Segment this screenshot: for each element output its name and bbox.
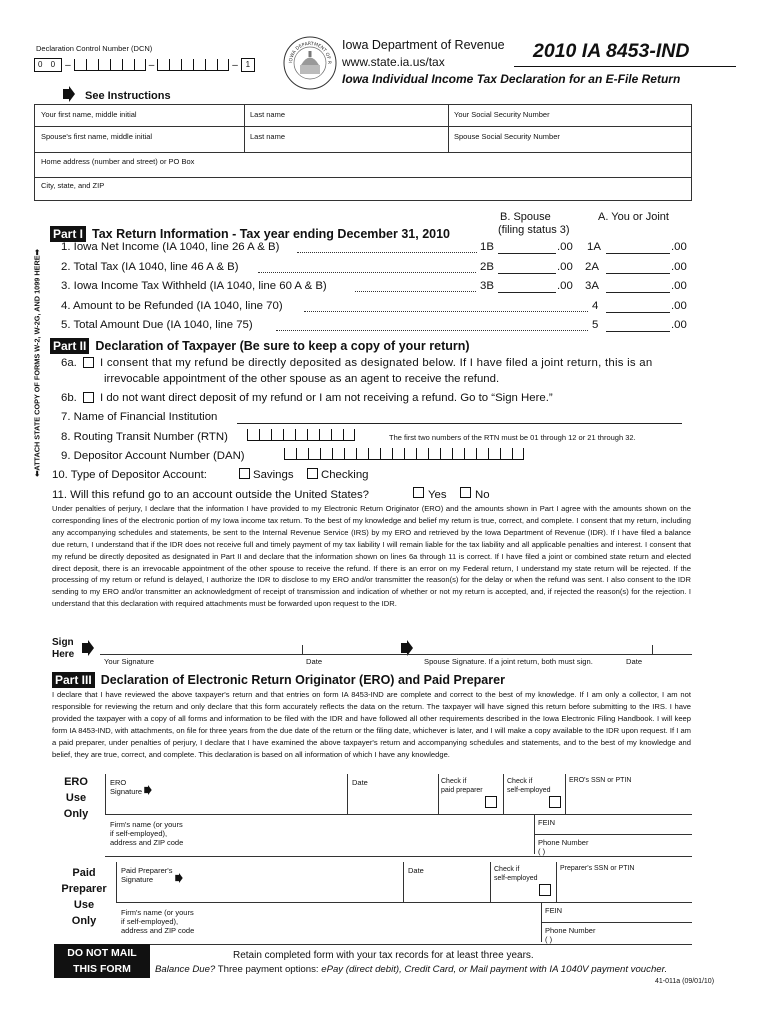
dcn-suffix: 1 <box>241 58 255 72</box>
line-2b-num: 2B <box>480 261 494 273</box>
balance-due-notice: Balance Due? Three payment options: ePay (direct debit), Credit Card, or Mail payment with IA 1040V payment voucher. <box>155 964 668 975</box>
line-1a-cents: .00 <box>671 241 687 253</box>
ero-paid-check-label: Check if paid preparer <box>441 778 483 794</box>
line-4-input[interactable] <box>606 301 670 313</box>
line-6b-checkbox[interactable] <box>83 392 94 403</box>
rtn-note: The first two numbers of the RTN must be 01 through 12 or 21 through 32. <box>389 433 636 442</box>
dan-input[interactable] <box>284 448 524 460</box>
line-1a-input[interactable] <box>606 242 670 254</box>
line-3a-cents: .00 <box>671 280 687 292</box>
agency-name: Iowa Department of Revenue <box>342 38 505 52</box>
website-link[interactable]: www.state.ia.us/tax <box>342 55 445 69</box>
line-5-num: 5 <box>592 319 599 331</box>
line-5-cents: .00 <box>671 319 687 331</box>
line-1b-input[interactable] <box>498 242 556 254</box>
title-rule <box>514 66 736 67</box>
last-name-field[interactable]: Last name <box>250 110 286 119</box>
line-3b-num: 3B <box>480 280 494 292</box>
savings-checkbox[interactable] <box>239 468 250 479</box>
retain-notice: Retain completed form with your tax records for at least three years. <box>233 950 534 961</box>
spouse-date-label: Date <box>626 657 643 666</box>
preparer-fein-field[interactable]: FEIN <box>545 906 563 915</box>
line-8-label: 8. Routing Transit Number (RTN) <box>61 431 228 443</box>
line-3b-cents: .00 <box>557 280 573 292</box>
col-b-header: B. Spouse <box>500 211 551 223</box>
line-6a-text-cont: irrevocable appointment of the other spouse as an agent to receive the refund. <box>104 373 500 385</box>
ero-self-employed-checkbox[interactable] <box>549 796 561 808</box>
part1-label: Part I <box>50 226 86 242</box>
ero-firm-field[interactable]: Firm's name (or yours if self-employed), address and ZIP code <box>110 820 184 847</box>
perjury-statement: Under penalties of perjury, I declare that the information I have provided to my Electronic Return Originator (ERO) and the amounts shown in Part I agree with the amounts shown on the corresponding lines of the electronic portion of my Iowa income tax return. To the best of my knowledge and belief my return is true, correct, and complete. I consent that my return, including any accompanying schedules and statements, be sent to the Internal Revenue Service (IRS) by my ERO and retrieved by the Iowa Department of Revenue (IDR). If I have filed a balance due return, I understand that if the IDR does not receive full and timely payment of my tax liability I will remain liable for the tax liability and all applicable penalties and interest. I consent that my refund be directly deposited as designated in Part II and declare that the information shown on lines 6a through 11 is correct. If I have filed a joint or combined state return and elected direct deposit, there is an irrevocable appointment of the other spouse to receive the refund. If there is an error on my Federal return, I understand my state return will be rejected. If the processing of my return or refund is delayed, I authorize the IDR to disclose to my ERO and/or transmitter the reason(s) for the delay or when the refund was sent. I also consent to the IDR sending to my ERO and/or transmitter an acknowledgment of receipt of transmission and indication of whether or not my return is accepted, and, if rejected the reason(s) for the rejection. I understand that this declaration with required attachments must be forwarded upon request to the IDR. <box>52 504 691 609</box>
checking-label: Checking <box>321 469 369 481</box>
ero-declaration: I declare that I have reviewed the above taxpayer's return and that entries on form IA 8453-IND are complete and correct to the best of my knowledge. If I am only a collector, I am not responsible for reviewing the return and only declare that this form accurately reflects the data on the return. The taxpayer will have signed this return before submitting to the IRS. I have provided the taxpayer with a copy of all forms and information to be filed with the IDR and have followed all other requirements described in the Iowa Electronic Filing Handbook. I will keep form IA 8453-IND, with attachments, on file for three years from the due date of the return or the filing date, whichever is later, and I will make a copy available to the IDR upon request. If I am a paid preparer, under penalties of perjury, I declare that I have examined the above taxpayer's return and accompanying schedules and statements, and to the best of my knowledge and belief, they are true, correct, and complete. This declaration is based on all information of which I have any knowledge. <box>52 690 691 759</box>
line-6a-num: 6a. <box>61 357 77 369</box>
spouse-signature-label: Spouse Signature. If a joint return, both must sign. <box>424 657 593 666</box>
ero-block <box>105 774 692 858</box>
line-10-label: 10. Type of Depositor Account: <box>52 469 207 481</box>
financial-institution-input[interactable] <box>237 412 682 424</box>
ero-arrow-icon <box>143 782 153 792</box>
your-date-label: Date <box>306 657 323 666</box>
your-signature-label: Your Signature <box>104 657 154 666</box>
spouse-first-name-field[interactable]: Spouse's first name, middle initial <box>41 132 153 141</box>
line-11-label: 11. Will this refund go to an account outside the United States? <box>52 489 370 501</box>
preparer-self-check-label: Check if self-employed <box>494 866 538 882</box>
spouse-last-name-field[interactable]: Last name <box>250 132 286 141</box>
part3-label: Part III <box>52 672 95 688</box>
do-not-mail-badge: DO NOT MAIL THIS FORM <box>54 944 150 978</box>
first-name-field[interactable]: Your first name, middle initial <box>41 110 137 119</box>
yes-checkbox[interactable] <box>413 487 424 498</box>
preparer-firm-field[interactable]: Firm's name (or yours if self-employed), address and ZIP code <box>121 908 195 935</box>
taxpayer-info-grid <box>34 104 692 201</box>
see-instructions: See Instructions <box>85 90 171 102</box>
sign-here-label: Sign Here <box>52 637 75 660</box>
sign-arrow-icon <box>81 640 95 656</box>
ero-date-field[interactable]: Date <box>352 778 368 787</box>
line-4-cents: .00 <box>671 300 687 312</box>
paid-preparer-use-only-label: Paid Preparer Use Only <box>61 867 107 927</box>
no-label: No <box>475 489 490 501</box>
preparer-ssn-field[interactable]: Preparer's SSN or PTIN <box>560 865 635 872</box>
line-6b-num: 6b. <box>61 392 77 404</box>
line-5-label: 5. Total Amount Due (IA 1040, line 75) <box>61 319 253 331</box>
part2-heading <box>50 338 470 354</box>
spouse-ssn-field[interactable]: Spouse Social Security Number <box>454 132 560 141</box>
form-title: 2010 IA 8453-IND <box>533 40 690 62</box>
preparer-phone-field[interactable]: Phone Number ( ) <box>545 926 596 944</box>
preparer-date-field[interactable]: Date <box>408 866 424 875</box>
part3-heading <box>52 672 505 688</box>
part1-heading <box>50 226 450 242</box>
line-6b-text: I do not want direct deposit of my refund or I am not receiving a refund. Go to “Sign Here.” <box>100 392 553 404</box>
line-7-label: 7. Name of Financial Institution <box>61 411 218 423</box>
line-2-label: 2. Total Tax (IA 1040, line 46 A & B) <box>61 261 239 273</box>
signature-line[interactable] <box>100 654 692 655</box>
ero-phone-field[interactable]: Phone Number ( ) <box>538 838 589 856</box>
line-9-label: 9. Depositor Account Number (DAN) <box>61 450 245 462</box>
ssn-field[interactable]: Your Social Security Number <box>454 110 550 119</box>
ero-use-only-label: ERO Use Only <box>63 776 89 820</box>
savings-label: Savings <box>253 469 294 481</box>
line-6a-text: I consent that my refund be directly deposited as designated below. If I have filed a joint return, this is an <box>100 357 653 369</box>
part3-title: Declaration of Electronic Return Originator (ERO) and Paid Preparer <box>100 673 505 687</box>
line-1a-num: 1A <box>587 241 601 253</box>
col-a-header: A. You or Joint <box>598 211 669 223</box>
attach-w2-note: ⬅ATTACH STATE COPY OF FORMS W-2, W-2G, AND 1099 HERE➡ <box>32 249 42 477</box>
part1-title: Tax Return Information - Tax year ending December 31, 2010 <box>92 227 450 241</box>
line-2b-cents: .00 <box>557 261 573 273</box>
svg-text:IOWA DEPARTMENT OF REVENUE: IOWA DEPARTMENT OF R <box>288 41 332 65</box>
part2-title: Declaration of Taxpayer (Be sure to keep a copy of your return) <box>95 339 470 353</box>
city-state-zip-field[interactable]: City, state, and ZIP <box>41 181 105 190</box>
ero-ssn-field[interactable]: ERO's SSN or PTIN <box>569 777 632 784</box>
form-code: 41-011a (09/01/10) <box>655 978 715 985</box>
line-3a-input[interactable] <box>606 281 670 293</box>
line-1-label: 1. Iowa Net Income (IA 1040, line 26 A & B) <box>61 241 280 253</box>
line-5-input[interactable] <box>606 320 670 332</box>
line-4-label: 4. Amount to be Refunded (IA 1040, line 70) <box>61 300 283 312</box>
iowa-seal-icon <box>283 36 337 90</box>
line-3b-input[interactable] <box>498 281 556 293</box>
dcn-prefix: 0 0 <box>34 58 62 72</box>
line-3-label: 3. Iowa Income Tax Withheld (IA 1040, line 60 A & B) <box>61 280 327 292</box>
checking-checkbox[interactable] <box>307 468 318 479</box>
line-1b-num: 1B <box>480 241 494 253</box>
preparer-self-employed-checkbox[interactable] <box>539 884 551 896</box>
ero-signature-field[interactable]: ERO Signature <box>110 778 143 796</box>
preparer-arrow-icon <box>174 870 184 880</box>
dcn-field[interactable]: 0 0 – – – 1 <box>34 58 255 72</box>
ero-paid-preparer-checkbox[interactable] <box>485 796 497 808</box>
ero-self-check-label: Check if self-employed <box>507 778 551 794</box>
line-2a-num: 2A <box>585 261 599 273</box>
paid-preparer-block <box>116 862 692 946</box>
col-b-subheader: (filing status 3) <box>498 224 570 236</box>
home-address-field[interactable]: Home address (number and street) or PO Box <box>41 157 195 166</box>
line-1b-cents: .00 <box>557 241 573 253</box>
preparer-signature-field[interactable]: Paid Preparer's Signature <box>121 866 173 884</box>
no-checkbox[interactable] <box>460 487 471 498</box>
line-2a-input[interactable] <box>606 262 670 274</box>
line-2b-input[interactable] <box>498 262 556 274</box>
rtn-input[interactable] <box>247 429 355 441</box>
line-4-num: 4 <box>592 300 599 312</box>
line-6a-checkbox[interactable] <box>83 357 94 368</box>
dcn-label: Declaration Control Number (DCN) <box>36 44 153 53</box>
form-subtitle: Iowa Individual Income Tax Declaration for an E-File Return <box>342 72 681 86</box>
line-2a-cents: .00 <box>671 261 687 273</box>
yes-label: Yes <box>428 489 447 501</box>
line-3a-num: 3A <box>585 280 599 292</box>
part2-label: Part II <box>50 338 89 354</box>
ero-fein-field[interactable]: FEIN <box>538 818 556 827</box>
arrow-right-icon <box>62 86 76 102</box>
